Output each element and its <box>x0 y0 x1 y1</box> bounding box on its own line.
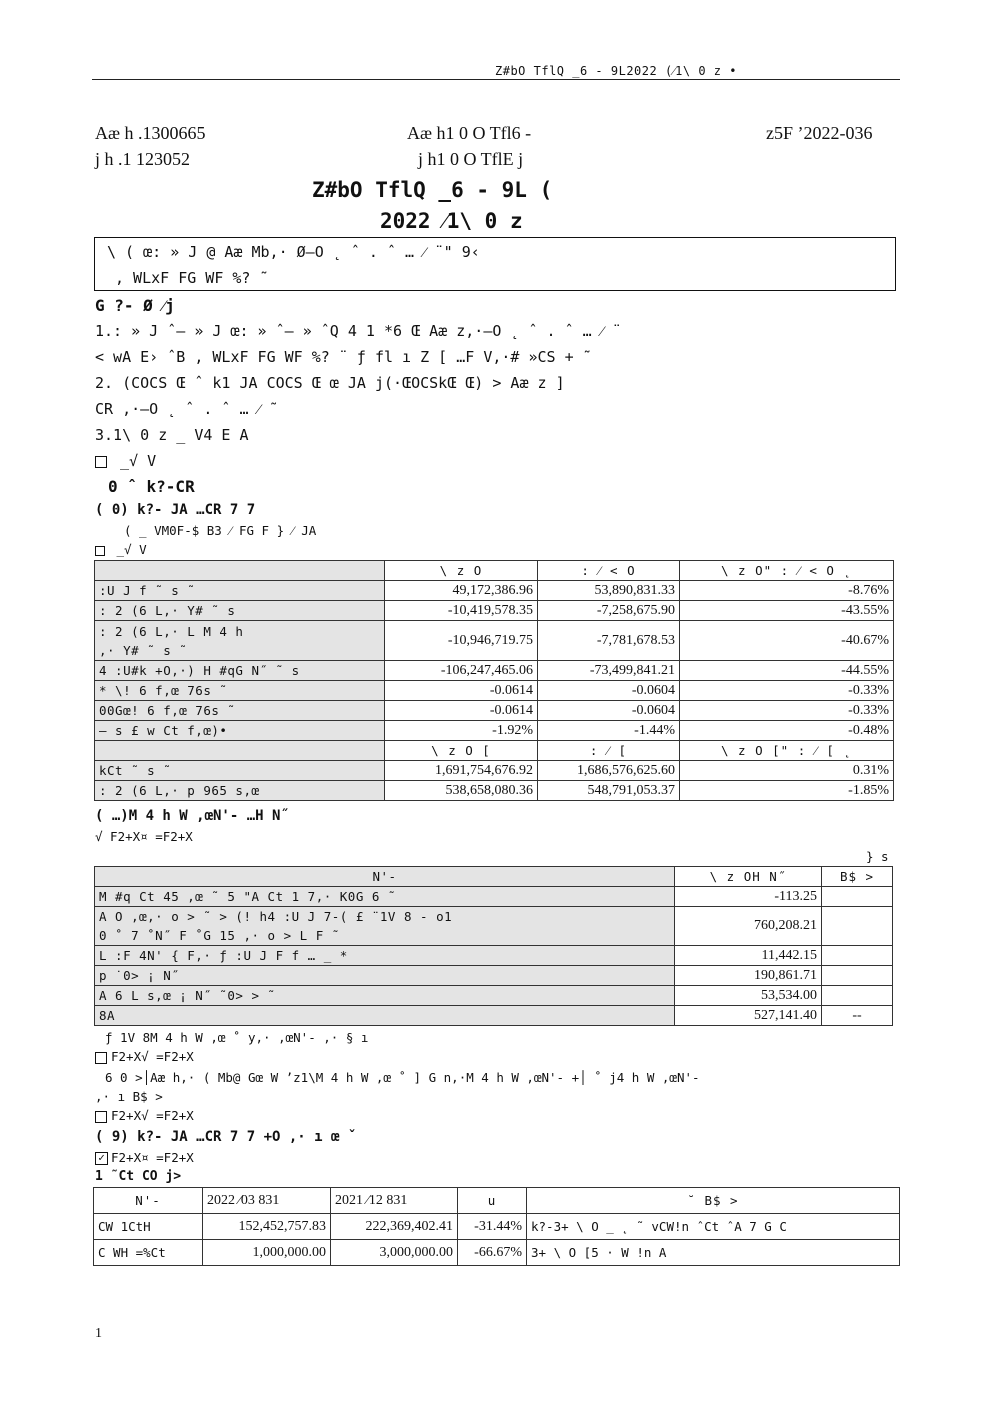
prior-value: 548,791,053.37 <box>538 781 680 801</box>
table-subheader-row <box>95 741 894 761</box>
current-value: -106,247,465.06 <box>385 661 538 681</box>
current-value: 538,658,080.36 <box>385 781 538 801</box>
prior-value: -7,781,678.53 <box>538 621 680 661</box>
table-row <box>95 907 893 946</box>
table-row <box>95 1006 893 1026</box>
balance-change-table <box>93 1187 900 1266</box>
bond-name: j h1 0 O TflE j <box>418 149 524 169</box>
row-label: L :F 4N' { F,· ƒ :U J F f … _ * <box>95 946 675 966</box>
section1-item1-line1: 1.: » J ˆ– » J œ: » ˆ– » ˆQ 4 1 *6 Œ Aæ z,·–O ˛ ˆ . ˆ … ⁄ ¨ <box>95 322 622 340</box>
prior-value: -7,258,675.90 <box>538 601 680 621</box>
table-row <box>95 721 894 741</box>
table-header-cell: : ⁄ [ <box>538 741 680 761</box>
table-row <box>95 661 894 681</box>
row-label: 4 :U#k +O,·) H #qG N˝ ˜ s <box>95 661 385 681</box>
change-value: -8.76% <box>680 581 894 601</box>
table-row <box>95 681 894 701</box>
amount-value: 11,442.15 <box>675 946 822 966</box>
row-label: p ˙0> ¡ N˝ <box>95 966 675 986</box>
non-recurring-items-table <box>94 866 893 1026</box>
table-header-row <box>94 1188 900 1214</box>
section5-subheading: 1 ˜Ct CO j> <box>95 1169 182 1184</box>
table-row <box>94 1214 900 1240</box>
section5-heading: ( 9) k?- JA …CR 7 7 +O ,· ı œ ˇ <box>95 1129 357 1145</box>
section1-item3: 3.1\ 0 z _ V4 E A <box>95 426 249 444</box>
current-value: 1,691,754,676.92 <box>385 761 538 781</box>
current-value: -1.92% <box>385 721 538 741</box>
table-row <box>94 1240 900 1266</box>
section1-checkbox-row <box>95 452 156 470</box>
disclaimer-line1: \ ( œ: » J @ Aæ Mb,· Ø–O ˛ ˆ . ˆ … ⁄ ¨" 9‹ <box>107 243 480 261</box>
row-label: : 2 (6 L,· p 965 s,œ <box>95 781 385 801</box>
section2-sub1-note: ( _ VM0F-$ B3 ⁄ FG F } ⁄ JA <box>124 523 317 538</box>
document-title-line2: 2022 ⁄1\ 0 z <box>380 209 523 233</box>
change-value: -1.85% <box>680 781 894 801</box>
table-header-cell: \ z O [" : ⁄ [ ˛ <box>680 741 894 761</box>
row-label-line1: : 2 (6 L,· L M 4 h <box>99 623 244 639</box>
section3-check-label: √ F2+X¤ =F2+X <box>95 829 193 844</box>
table-header-cell: N'- <box>95 867 675 887</box>
current-value: -10,419,578.35 <box>385 601 538 621</box>
row-label: A 6 L s,œ ¡ N˝ ˜0> > ˜ <box>95 986 675 1006</box>
section2-sub1: ( 0) k?- JA …CR 7 7 <box>95 502 256 518</box>
row-label: 00Gœ! 6 f,œ 76s ˜ <box>95 701 385 721</box>
prior-value: 1,686,576,625.60 <box>538 761 680 781</box>
change-reason: 3+ \ O [5 · W !n A <box>527 1240 900 1266</box>
table-row <box>95 701 894 721</box>
prior-balance: 3,000,000.00 <box>331 1240 458 1266</box>
current-value: -0.0614 <box>385 701 538 721</box>
document-title-line1: Z#bO TflQ _6 - 9L ( <box>312 178 553 202</box>
table-row <box>95 966 893 986</box>
table-header-cell: \ z O" : ⁄ < O ˛ <box>680 561 894 581</box>
row-label: — s £ w Ct f,œ)• <box>95 721 385 741</box>
change-value: -44.55% <box>680 661 894 681</box>
note-value: -- <box>822 1006 893 1026</box>
row-label-line2: ,· Y# ˜ s ˜ <box>99 642 188 658</box>
header-rule <box>92 79 900 80</box>
table-row <box>95 986 893 1006</box>
table-row <box>95 621 894 661</box>
table-header-cell: ˘ B$ > <box>527 1188 900 1214</box>
amount-value: 190,861.71 <box>675 966 822 986</box>
bond-code: j h .1 123052 <box>95 149 191 169</box>
table-header-cell: \ z O <box>385 561 538 581</box>
row-label <box>95 907 675 946</box>
announcement-number: z5F ’2022-036 <box>766 123 873 143</box>
prior-value: -1.44% <box>538 721 680 741</box>
change-value: -40.67% <box>680 621 894 661</box>
section2-heading: 0 ˆ k?-CR <box>108 477 195 496</box>
table-header-cell: N'- <box>94 1188 203 1214</box>
section2-check-label: _√ V <box>116 542 147 557</box>
prior-value: -0.0604 <box>538 681 680 701</box>
row-label: CW 1CtH <box>94 1214 203 1240</box>
row-label-line2: 0 ˚ 7 ˚N˝ F ˚G 15 ,· o > L F ˜ <box>99 928 340 943</box>
row-label: C WH =%Ct <box>94 1240 203 1266</box>
table-header-cell: : ⁄ < O <box>538 561 680 581</box>
stock-name: Aæ h1 0 O Tfl6 - <box>407 123 532 143</box>
change-rate: -31.44% <box>458 1214 527 1240</box>
section4-checkbox-row2 <box>95 1108 194 1123</box>
change-value: -0.33% <box>680 681 894 701</box>
table-header-row <box>95 561 894 581</box>
unit-label: } s <box>866 849 889 864</box>
section1-item2-line1: 2. (COCS Œ ˆ k1 JA COCS Œ œ JA j(·ŒOCSkŒ Œ) > Aæ z ] <box>95 374 565 392</box>
section5-checkbox-row <box>95 1150 194 1165</box>
amount-value: 53,534.00 <box>675 986 822 1006</box>
change-value: -43.55% <box>680 601 894 621</box>
prior-value: -0.0604 <box>538 701 680 721</box>
section1-item2-line2: CR ,·–O ˛ ˆ . ˆ … ⁄ ˜ <box>95 400 279 418</box>
table-header-cell: 2022 ⁄03 831 <box>203 1188 331 1214</box>
disclaimer-box <box>94 237 896 291</box>
section1-check-label: _√ V <box>120 452 157 470</box>
amount-value: -113.25 <box>675 887 822 907</box>
table-row <box>95 601 894 621</box>
row-label: : 2 (6 L,· Y# ˜ s <box>95 601 385 621</box>
amount-value: 760,208.21 <box>675 907 822 946</box>
current-value: 49,172,386.96 <box>385 581 538 601</box>
stock-code: Aæ h .1300665 <box>95 123 206 143</box>
checkbox-unchecked[interactable] <box>95 546 105 556</box>
table-header-row <box>95 867 893 887</box>
row-label: 8A <box>95 1006 675 1026</box>
section5-check-label: F2+X¤ =F2+X <box>111 1150 194 1165</box>
checkbox-unchecked[interactable] <box>95 1111 107 1123</box>
section4-check1-label: F2+X√ =F2+X <box>111 1049 194 1064</box>
table-header-cell <box>95 561 385 581</box>
table-header-cell: B$ > <box>822 867 893 887</box>
table-row <box>95 887 893 907</box>
checkbox-checked[interactable]: ✓ <box>95 1152 108 1165</box>
row-label: kCt ˜ s ˜ <box>95 761 385 781</box>
note-value <box>822 907 893 946</box>
checkbox-unchecked[interactable] <box>95 1052 107 1064</box>
table-header-cell <box>95 741 385 761</box>
row-label: M #q Ct 45 ,œ ˜ 5 "A Ct 1 7,· K0G 6 ˜ <box>95 887 675 907</box>
row-label <box>95 621 385 661</box>
section3-heading: ( …)M 4 h W ,œN'- …H N˝ <box>95 808 289 824</box>
table-row <box>95 581 894 601</box>
change-reason: k?-3+ \ O _ ˛ ˜ vCW!n ˆCt ˆA 7 G C <box>527 1214 900 1240</box>
section4-checkbox-row1 <box>95 1049 194 1064</box>
section1-heading: G ?- Ø ⁄j <box>95 296 175 315</box>
change-value: -0.48% <box>680 721 894 741</box>
section1-item1-line2: < wA E› ˆB , WLxF FG WF %? ¨ ƒ fl ı Z [ …F V,·# »CS + ˜ <box>95 348 592 366</box>
section2-checkbox-row <box>95 542 147 557</box>
amount-value: 527,141.40 <box>675 1006 822 1026</box>
checkbox-unchecked[interactable] <box>95 456 107 468</box>
section4-check2-label: F2+X√ =F2+X <box>111 1108 194 1123</box>
page-header-title: Z#bO TflQ _6 - 9L2022 (⁄1\ 0 z • <box>495 64 737 78</box>
current-balance: 1,000,000.00 <box>203 1240 331 1266</box>
row-label-line1: A O ,œ,· o > ˜ > (! h4 :U J 7-( £ ¨1V 8 - o1 <box>99 909 453 924</box>
prior-balance: 222,369,402.41 <box>331 1214 458 1240</box>
section4-line2: 6 0 >│Aæ h,· ( Mb@ Gœ W ’z1\M 4 h W ,œ ˚ ] G n,·M 4 h W ,œN'- +│ ˚ j4 h W ,œN'- <box>105 1070 700 1085</box>
section4-line3: ,· ı B$ > <box>95 1089 163 1104</box>
disclaimer-line2: , WLxF FG WF %? ˜ <box>115 269 269 287</box>
table-row <box>95 946 893 966</box>
table-row <box>95 781 894 801</box>
table-header-cell: 2021 ⁄12 831 <box>331 1188 458 1214</box>
prior-value: 53,890,831.33 <box>538 581 680 601</box>
prior-value: -73,499,841.21 <box>538 661 680 681</box>
table-row <box>95 761 894 781</box>
current-value: -0.0614 <box>385 681 538 701</box>
section4-line1: ƒ 1V 8M 4 h W ,œ ˚ y,· ,œN'- ,· § ı <box>105 1030 369 1045</box>
change-value: -0.33% <box>680 701 894 721</box>
page-number: 1 <box>95 1326 102 1341</box>
financial-data-table <box>94 560 894 801</box>
table-header-cell: u <box>458 1188 527 1214</box>
note-value <box>822 966 893 986</box>
change-rate: -66.67% <box>458 1240 527 1266</box>
row-label: :U J f ˜ s ˜ <box>95 581 385 601</box>
note-value <box>822 986 893 1006</box>
table-header-cell: \ z O [ <box>385 741 538 761</box>
change-value: 0.31% <box>680 761 894 781</box>
row-label: * \! 6 f,œ 76s ˜ <box>95 681 385 701</box>
table-header-cell: \ z OH N˝ <box>675 867 822 887</box>
note-value <box>822 946 893 966</box>
current-balance: 152,452,757.83 <box>203 1214 331 1240</box>
note-value <box>822 887 893 907</box>
current-value: -10,946,719.75 <box>385 621 538 661</box>
